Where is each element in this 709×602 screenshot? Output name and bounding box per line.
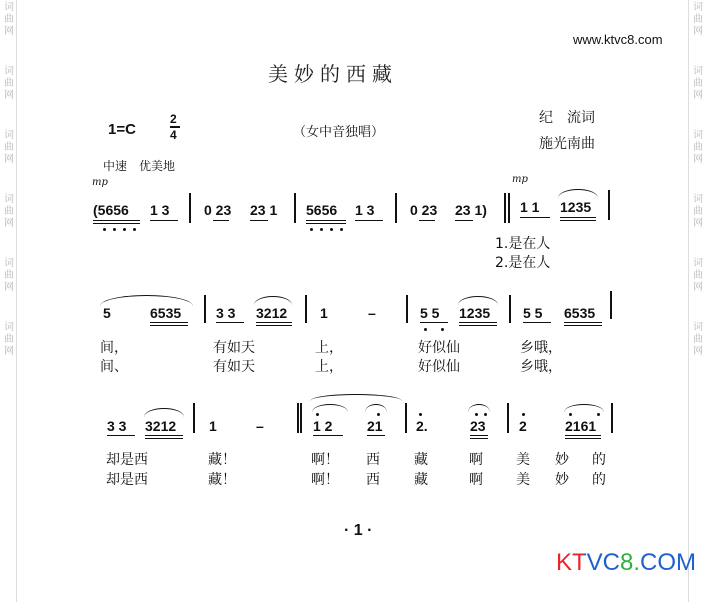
- high-octave-dot: [597, 413, 600, 416]
- underline: [564, 325, 602, 326]
- barline: [294, 193, 296, 223]
- low-octave-dot: [424, 328, 427, 331]
- note: 2: [519, 418, 527, 434]
- low-octave-dot: [310, 228, 313, 231]
- key-signature: 1=C: [108, 121, 136, 138]
- lyric: 的: [592, 472, 606, 488]
- underline: [250, 220, 268, 221]
- ktvc8-logo: [556, 549, 696, 577]
- slur: [458, 296, 498, 305]
- low-octave-dot: [320, 228, 323, 231]
- lyricist-credit: 纪 流词: [539, 110, 595, 126]
- underline: [523, 322, 551, 323]
- underline: [213, 220, 229, 221]
- slur: [312, 404, 348, 412]
- left-margin-line: [16, 0, 17, 602]
- lyric: 妙: [555, 472, 569, 488]
- lyric: 藏: [414, 472, 428, 488]
- note-group: 1235: [459, 305, 491, 321]
- high-octave-dot: [316, 413, 319, 416]
- note-group: 21: [367, 418, 383, 434]
- low-octave-dot: [103, 228, 106, 231]
- lyric: 上，: [315, 359, 343, 375]
- barline: [193, 403, 195, 433]
- barline: [507, 403, 509, 433]
- barline: [610, 291, 612, 319]
- lyric-verse-1: 1.是在人: [495, 236, 551, 252]
- dynamic-mp-1: mp: [92, 177, 108, 188]
- note-group: 3 3: [107, 418, 127, 434]
- slur: [558, 189, 598, 198]
- note: 2.: [416, 418, 428, 434]
- barline: [608, 190, 610, 220]
- dynamic-mp-2: mp: [512, 174, 528, 185]
- low-octave-dot: [441, 328, 444, 331]
- note-group: 23 1: [250, 202, 278, 218]
- composer-credit: 施光南曲: [539, 136, 595, 152]
- page-number: · 1 ·: [344, 522, 373, 539]
- high-octave-dot: [419, 413, 422, 416]
- underline: [470, 438, 488, 439]
- lyric: 西: [366, 472, 380, 488]
- lyric: 有如天: [213, 340, 255, 356]
- lyric: 却是西: [106, 452, 148, 468]
- lyric: 上，: [315, 340, 343, 356]
- note-group: 23 1): [455, 202, 487, 218]
- underline: [560, 217, 596, 218]
- barline: [189, 193, 191, 223]
- note-group: 3212: [145, 418, 177, 434]
- right-margin-line: [688, 0, 689, 602]
- barline: [509, 295, 511, 323]
- note-group: 5 5: [420, 305, 440, 321]
- underline: [565, 435, 601, 436]
- barline: [508, 193, 510, 223]
- underline: [419, 220, 435, 221]
- high-octave-dot: [569, 413, 572, 416]
- lyric: 有如天: [213, 359, 255, 375]
- note-group: 0 23: [204, 202, 232, 218]
- lyric: 藏！: [208, 472, 236, 488]
- lyric: 乡哦，: [520, 359, 562, 375]
- underline: [470, 435, 488, 436]
- note: 5: [103, 305, 111, 321]
- underline: [150, 325, 188, 326]
- slur: [254, 296, 292, 305]
- underline: [306, 223, 346, 224]
- underline: [150, 322, 188, 323]
- lyric: 啊！: [311, 452, 339, 468]
- lyric: 啊！: [311, 472, 339, 488]
- lyric: 西: [366, 452, 380, 468]
- underline: [256, 322, 292, 323]
- barline: [300, 403, 302, 433]
- lyric: 妙: [555, 452, 569, 468]
- underline: [145, 435, 183, 436]
- time-sig-top: 2: [170, 112, 177, 126]
- lyric: 美: [516, 472, 530, 488]
- note-group: 1 1: [520, 199, 540, 215]
- song-title: 美妙的西藏: [268, 62, 398, 86]
- barline: [504, 193, 506, 223]
- high-octave-dot: [522, 413, 525, 416]
- slur: [144, 408, 184, 417]
- note-group: 5656: [306, 202, 338, 218]
- lyric: 美: [516, 452, 530, 468]
- underline: [367, 435, 385, 436]
- lyric: 乡哦，: [520, 340, 562, 356]
- logo-text: KTVC8.COM: [556, 549, 697, 576]
- lyric: 却是西: [106, 472, 148, 488]
- right-watermark-column: 词 曲 网 词 曲 网 词 曲 网 词 曲 网 词 曲 网 词 曲 网: [693, 2, 703, 357]
- underline: [520, 217, 550, 218]
- underline: [313, 435, 343, 436]
- performance-note: （女中音独唱）: [293, 125, 385, 140]
- note: 1: [320, 305, 328, 321]
- low-octave-dot: [133, 228, 136, 231]
- barline: [204, 295, 206, 323]
- slur: [468, 404, 490, 412]
- high-octave-dot: [484, 413, 487, 416]
- slur: [564, 404, 604, 412]
- underline: [420, 322, 448, 323]
- underline: [560, 220, 596, 221]
- underline: [306, 220, 346, 221]
- low-octave-dot: [330, 228, 333, 231]
- lyric: 好似仙: [418, 340, 460, 356]
- barline: [406, 295, 408, 323]
- low-octave-dot: [340, 228, 343, 231]
- barline: [305, 295, 307, 323]
- note-group: 6535: [150, 305, 182, 321]
- note-group: 1 3: [355, 202, 375, 218]
- barline: [297, 403, 299, 433]
- high-octave-dot: [475, 413, 478, 416]
- dash: –: [256, 418, 264, 434]
- underline: [459, 325, 497, 326]
- note-group: 3 3: [216, 305, 236, 321]
- barline: [611, 403, 613, 433]
- left-watermark-column: 词 曲 网 词 曲 网 词 曲 网 词 曲 网 词 曲 网 词 曲 网: [4, 2, 14, 357]
- underline: [564, 322, 602, 323]
- barline: [405, 403, 407, 433]
- underline: [455, 220, 473, 221]
- low-octave-dot: [113, 228, 116, 231]
- low-octave-dot: [123, 228, 126, 231]
- tempo-marking: 中速 优美地: [103, 159, 176, 173]
- note-group: 1 2: [313, 418, 333, 434]
- barline: [395, 193, 397, 223]
- slur: [365, 404, 387, 412]
- lyric: 间，: [100, 340, 128, 356]
- underline: [145, 438, 183, 439]
- lyric: 啊: [469, 452, 483, 468]
- note: 1: [209, 418, 217, 434]
- high-octave-dot: [377, 413, 380, 416]
- underline: [93, 220, 140, 221]
- underline: [107, 435, 135, 436]
- note-group: 23: [470, 418, 486, 434]
- dash: –: [368, 305, 376, 321]
- note-group: 5 5: [523, 305, 543, 321]
- lyric: 的: [592, 452, 606, 468]
- underline: [93, 223, 140, 224]
- site-url: www.ktvc8.com: [573, 32, 663, 47]
- time-sig-bottom: 4: [170, 127, 177, 142]
- lyric: 间、: [100, 359, 128, 375]
- underline: [565, 438, 601, 439]
- note-group: 6535: [564, 305, 596, 321]
- note-group: 1 3: [150, 202, 170, 218]
- underline: [256, 325, 292, 326]
- lyric: 藏！: [208, 452, 236, 468]
- note-group: 2161: [565, 418, 597, 434]
- note-group: (5656: [93, 202, 129, 218]
- underline: [459, 322, 497, 323]
- lyric: 好似仙: [418, 359, 460, 375]
- time-signature: [170, 113, 180, 141]
- slur: [310, 394, 402, 401]
- underline: [355, 220, 383, 221]
- underline: [216, 322, 244, 323]
- note-group: 1235: [560, 199, 592, 215]
- note-group: 0 23: [410, 202, 438, 218]
- lyric: 藏: [414, 452, 428, 468]
- lyric-verse-2: 2.是在人: [495, 255, 551, 271]
- underline: [150, 220, 178, 221]
- note-group: 3212: [256, 305, 288, 321]
- lyric: 啊: [469, 472, 483, 488]
